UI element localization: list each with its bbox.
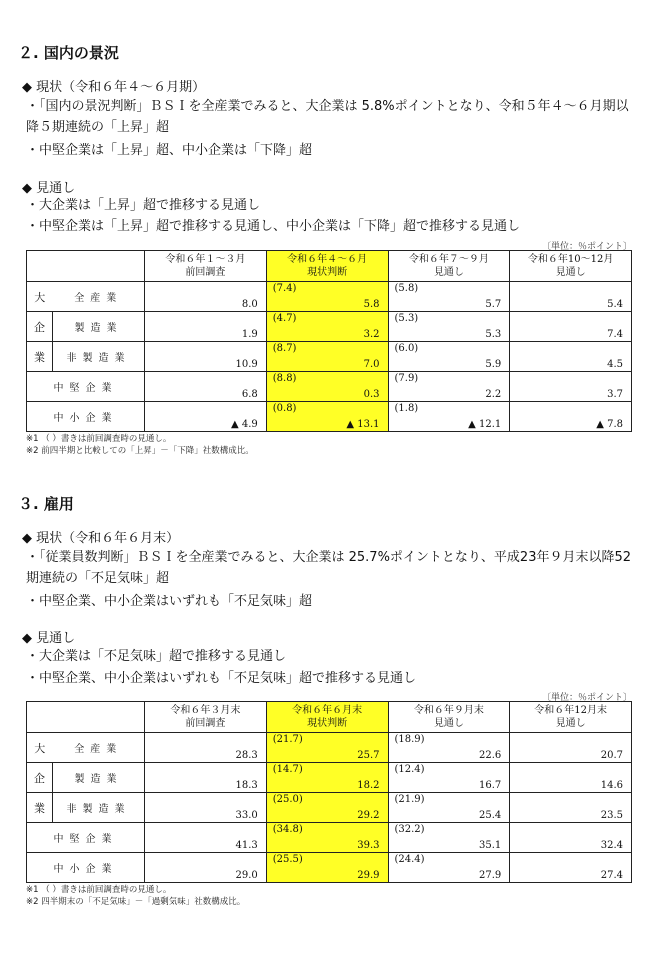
section-title-business-conditions: ２. 国内の景況: [18, 44, 119, 62]
value-cell: (32.2) 35.1: [388, 823, 510, 853]
table-row: 企 製造業 18.3 (14.7) 18.2 (12.4) 16.7 14.6: [27, 763, 632, 793]
footnote-2: ※2 四半期末の「不足気味」－「過剰気味」社数構成比。: [26, 897, 246, 907]
value-cell: 27.4: [510, 853, 632, 883]
value-cell: 23.5: [510, 793, 632, 823]
value-cell: 5.4: [510, 282, 632, 312]
current-heading: ◆ 現状（令和６年４～６月期）: [22, 80, 206, 95]
row-label: 中小企業: [27, 853, 145, 883]
value-cell: (1.8) ▲ 12.1: [388, 402, 510, 432]
header-col-3: 令和６年９月末 見通し: [388, 702, 510, 733]
footnote-1: ※1 （ ）書きは前回調査時の見通し。: [26, 885, 172, 895]
value-cell: (7.4) 5.8: [266, 282, 388, 312]
value-cell: 33.0: [145, 793, 267, 823]
value-cell: ▲ 7.8: [510, 402, 632, 432]
value-cell: (7.9) 2.2: [388, 372, 510, 402]
bsi-table-business: [26, 250, 632, 432]
current-bullet-2: ・中堅企業は「上昇」超、中小企業は「下降」超: [26, 143, 313, 158]
table-row: [27, 402, 632, 432]
table-row: 業 非製造業 33.0 (25.0) 29.2 (21.9) 25.4 23.5: [27, 793, 632, 823]
value-cell: 4.5: [510, 342, 632, 372]
value-cell: (18.9) 22.6: [388, 733, 510, 763]
header-col-2: 令和６年４～６月 現状判断: [266, 251, 388, 282]
value-cell: 8.0: [145, 282, 267, 312]
current-heading: ◆ 現状（令和６年６月末）: [22, 531, 180, 546]
row-label: 中小企業: [27, 402, 145, 432]
value-cell: (25.5) 29.9: [266, 853, 388, 883]
current-bullet-1: ・「国内の景況判断」ＢＳＩを全産業でみると、大企業は 5.8%ポイントとなり、令和５年４～６月期以降５期連続の「上昇」超: [26, 99, 629, 135]
value-cell: (8.8) 0.3: [266, 372, 388, 402]
value-cell: 14.6: [510, 763, 632, 793]
outlook-bullet-1: ・大企業は「上昇」超で推移する見通し: [26, 198, 261, 213]
unit-label: 〔単位：％ポイント〕: [541, 693, 632, 703]
table-row: [27, 372, 632, 402]
value-cell: 32.4: [510, 823, 632, 853]
header-col-4: 令和６年12月末 見通し: [510, 702, 632, 733]
value-cell: (5.8) 5.7: [388, 282, 510, 312]
table-row: 企 製造業 1.9 (4.7) 3.2 (5.3) 5.3 7.4: [27, 312, 632, 342]
row-label: 非製造業: [53, 342, 145, 372]
table-row: [27, 282, 632, 312]
value-cell: (25.0) 29.2: [266, 793, 388, 823]
header-col-1: 令和６年１～３月 前回調査: [145, 251, 267, 282]
table-row: 業 非製造業 10.9 (8.7) 7.0 (6.0) 5.9 4.5: [27, 342, 632, 372]
table-row: [27, 823, 632, 853]
value-cell: 20.7: [510, 733, 632, 763]
row-label: 製造業: [53, 763, 145, 793]
header-blank: [27, 702, 145, 733]
unit-label: 〔単位：％ポイント〕: [541, 242, 632, 252]
footnote-2: ※2 前四半期と比較しての「上昇」－「下降」社数構成比。: [26, 446, 254, 456]
value-cell: 28.3: [145, 733, 267, 763]
row-label: 非製造業: [53, 793, 145, 823]
value-cell: 18.3: [145, 763, 267, 793]
value-cell: 10.9: [145, 342, 267, 372]
outlook-bullet-2: ・中堅企業、中小企業はいずれも「不足気味」超で推移する見通し: [26, 671, 417, 686]
value-cell: (6.0) 5.9: [388, 342, 510, 372]
table-row: [27, 733, 632, 763]
current-bullet-2: ・中堅企業、中小企業はいずれも「不足気味」超: [26, 594, 313, 609]
header-col-3: 令和６年７～９月 見通し: [388, 251, 510, 282]
value-cell: 29.0: [145, 853, 267, 883]
value-cell: 3.7: [510, 372, 632, 402]
value-cell: ▲ 4.9: [145, 402, 267, 432]
row-label: 中堅企業: [27, 372, 145, 402]
large-company-label: 大: [27, 282, 53, 312]
value-cell: 7.4: [510, 312, 632, 342]
value-cell: (24.4) 27.9: [388, 853, 510, 883]
outlook-heading: ◆ 見通し: [22, 631, 76, 646]
header-col-1: 令和６年３月末 前回調査: [145, 702, 267, 733]
value-cell: 1.9: [145, 312, 267, 342]
value-cell: 41.3: [145, 823, 267, 853]
value-cell: (14.7) 18.2: [266, 763, 388, 793]
value-cell: (34.8) 39.3: [266, 823, 388, 853]
outlook-bullet-2: ・中堅企業は「上昇」超で推移する見通し、中小企業は「下降」超で推移する見通し: [26, 219, 521, 234]
header-col-4: 令和６年10～12月 見通し: [510, 251, 632, 282]
header-blank: [27, 251, 145, 282]
value-cell: (21.7) 25.7: [266, 733, 388, 763]
large-company-label: 大: [27, 733, 53, 763]
value-cell: (21.9) 25.4: [388, 793, 510, 823]
row-label: 全産業: [53, 733, 145, 763]
outlook-bullet-1: ・大企業は「不足気味」超で推移する見通し: [26, 649, 287, 664]
value-cell: 6.8: [145, 372, 267, 402]
header-col-2: 令和６年６月末 現状判断: [266, 702, 388, 733]
current-bullet-1: ・「従業員数判断」ＢＳＩを全産業でみると、大企業は 25.7%ポイントとなり、平成23年９月末以降52期連続の「不足気味」超: [26, 550, 632, 586]
row-label: 中堅企業: [27, 823, 145, 853]
value-cell: (5.3) 5.3: [388, 312, 510, 342]
bsi-table-employment: [26, 701, 632, 883]
table-row: [27, 853, 632, 883]
footnote-1: ※1 （ ）書きは前回調査時の見通し。: [26, 434, 172, 444]
value-cell: (0.8) ▲ 13.1: [266, 402, 388, 432]
value-cell: (8.7) 7.0: [266, 342, 388, 372]
section-title-employment: ３. 雇用: [18, 495, 74, 513]
value-cell: (4.7) 3.2: [266, 312, 388, 342]
outlook-heading: ◆ 見通し: [22, 181, 76, 196]
row-label: 製造業: [53, 312, 145, 342]
value-cell: (12.4) 16.7: [388, 763, 510, 793]
row-label: 全産業: [53, 282, 145, 312]
